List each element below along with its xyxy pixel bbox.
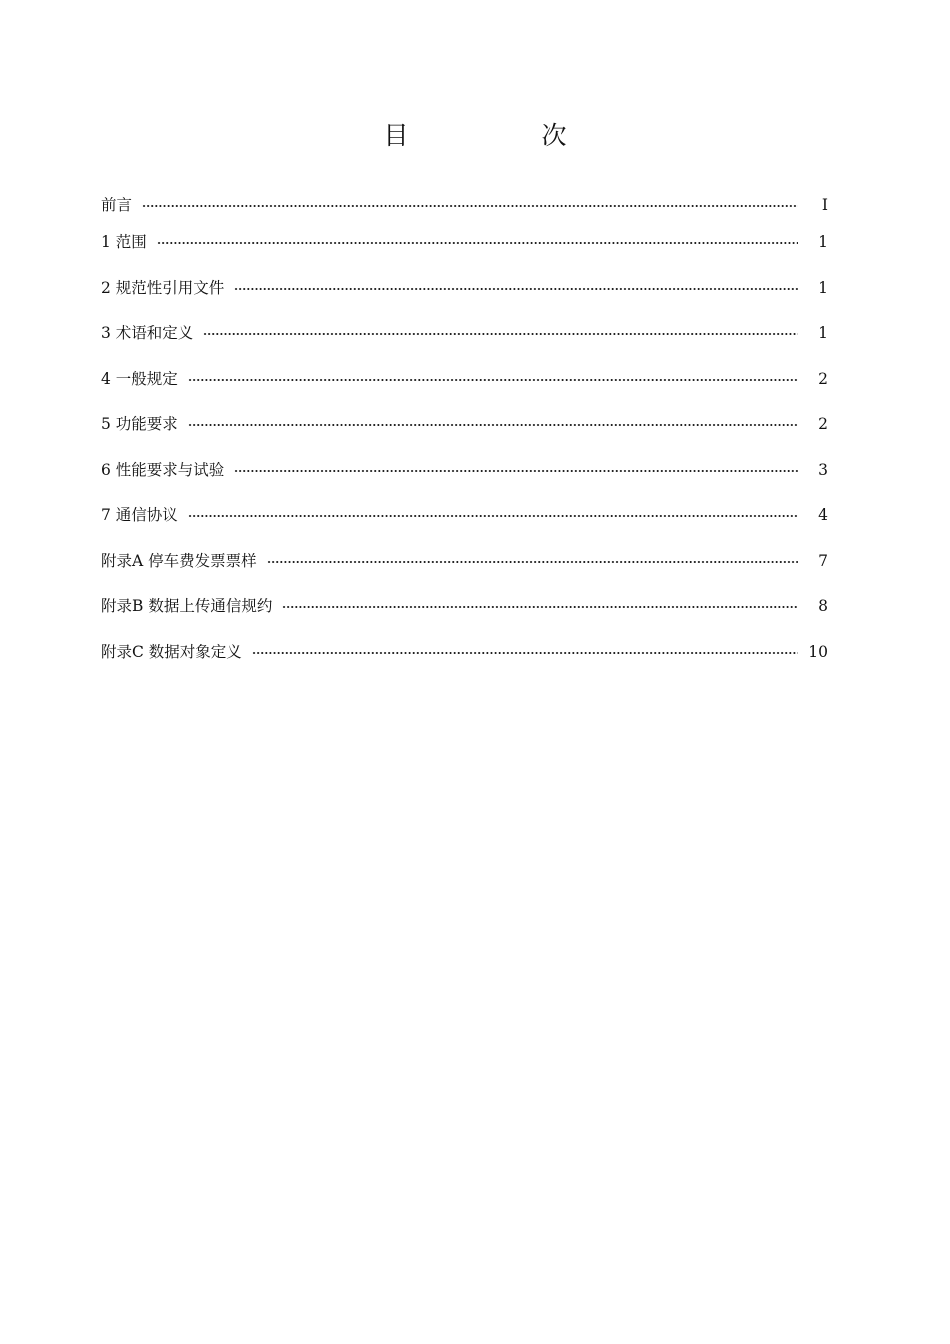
toc-entry-label: 6 性能要求与试验 (101, 461, 225, 479)
toc-entry-page: 8 (818, 597, 828, 615)
dot-leader (282, 602, 798, 612)
toc-entry-label: 7 通信协议 (101, 506, 178, 524)
toc-entry-communication-protocol[interactable] (101, 503, 828, 527)
toc-entry-label: 4 一般规定 (101, 370, 178, 388)
dot-leader (234, 284, 798, 294)
dot-leader (142, 201, 798, 211)
toc-entry-page: 3 (818, 461, 828, 479)
toc-entry-page: 1 (818, 279, 828, 297)
dot-leader (234, 466, 798, 476)
toc-entry-general-provisions[interactable] (101, 367, 828, 391)
dot-leader (267, 557, 798, 567)
toc-entry-appendix-a[interactable] (101, 549, 828, 573)
toc-entry-label: 附录C 数据对象定义 (101, 643, 242, 661)
toc-entry-appendix-c[interactable] (101, 640, 828, 664)
toc-entry-page: 2 (818, 370, 828, 388)
toc-entry-page: 2 (818, 415, 828, 433)
toc-entry-scope[interactable] (101, 230, 828, 254)
toc-entry-terms-definitions[interactable] (101, 321, 828, 345)
dot-leader (203, 329, 798, 339)
toc-entry-label: 前言 (101, 196, 133, 214)
toc-entry-page: Ⅰ (821, 196, 828, 214)
dot-leader (157, 238, 798, 248)
toc-entry-label: 附录A 停车费发票票样 (101, 552, 257, 570)
dot-leader (188, 420, 798, 430)
dot-leader (188, 375, 798, 385)
dot-leader (188, 511, 798, 521)
toc-entry-performance-tests[interactable] (101, 458, 828, 482)
toc-entry-label: 附录B 数据上传通信规约 (101, 597, 273, 615)
toc-entry-page: 1 (818, 233, 828, 251)
toc-entry-normative-references[interactable] (101, 276, 828, 300)
toc-entry-label: 2 规范性引用文件 (101, 279, 225, 297)
toc-entry-page: 4 (818, 506, 828, 524)
toc-entry-page: 1 (818, 324, 828, 342)
toc-entry-label: 5 功能要求 (101, 415, 178, 433)
toc-entry-page: 10 (808, 643, 828, 661)
page-title: 目 次 (383, 121, 621, 150)
toc-entry-page: 7 (818, 552, 828, 570)
toc-entry-label: 3 术语和定义 (101, 324, 194, 342)
toc-entry-foreword[interactable] (101, 193, 828, 217)
dot-leader (252, 648, 798, 658)
toc-entry-functional-requirements[interactable] (101, 412, 828, 436)
toc-entry-label: 1 范围 (101, 233, 147, 251)
toc-entry-appendix-b[interactable] (101, 594, 828, 618)
